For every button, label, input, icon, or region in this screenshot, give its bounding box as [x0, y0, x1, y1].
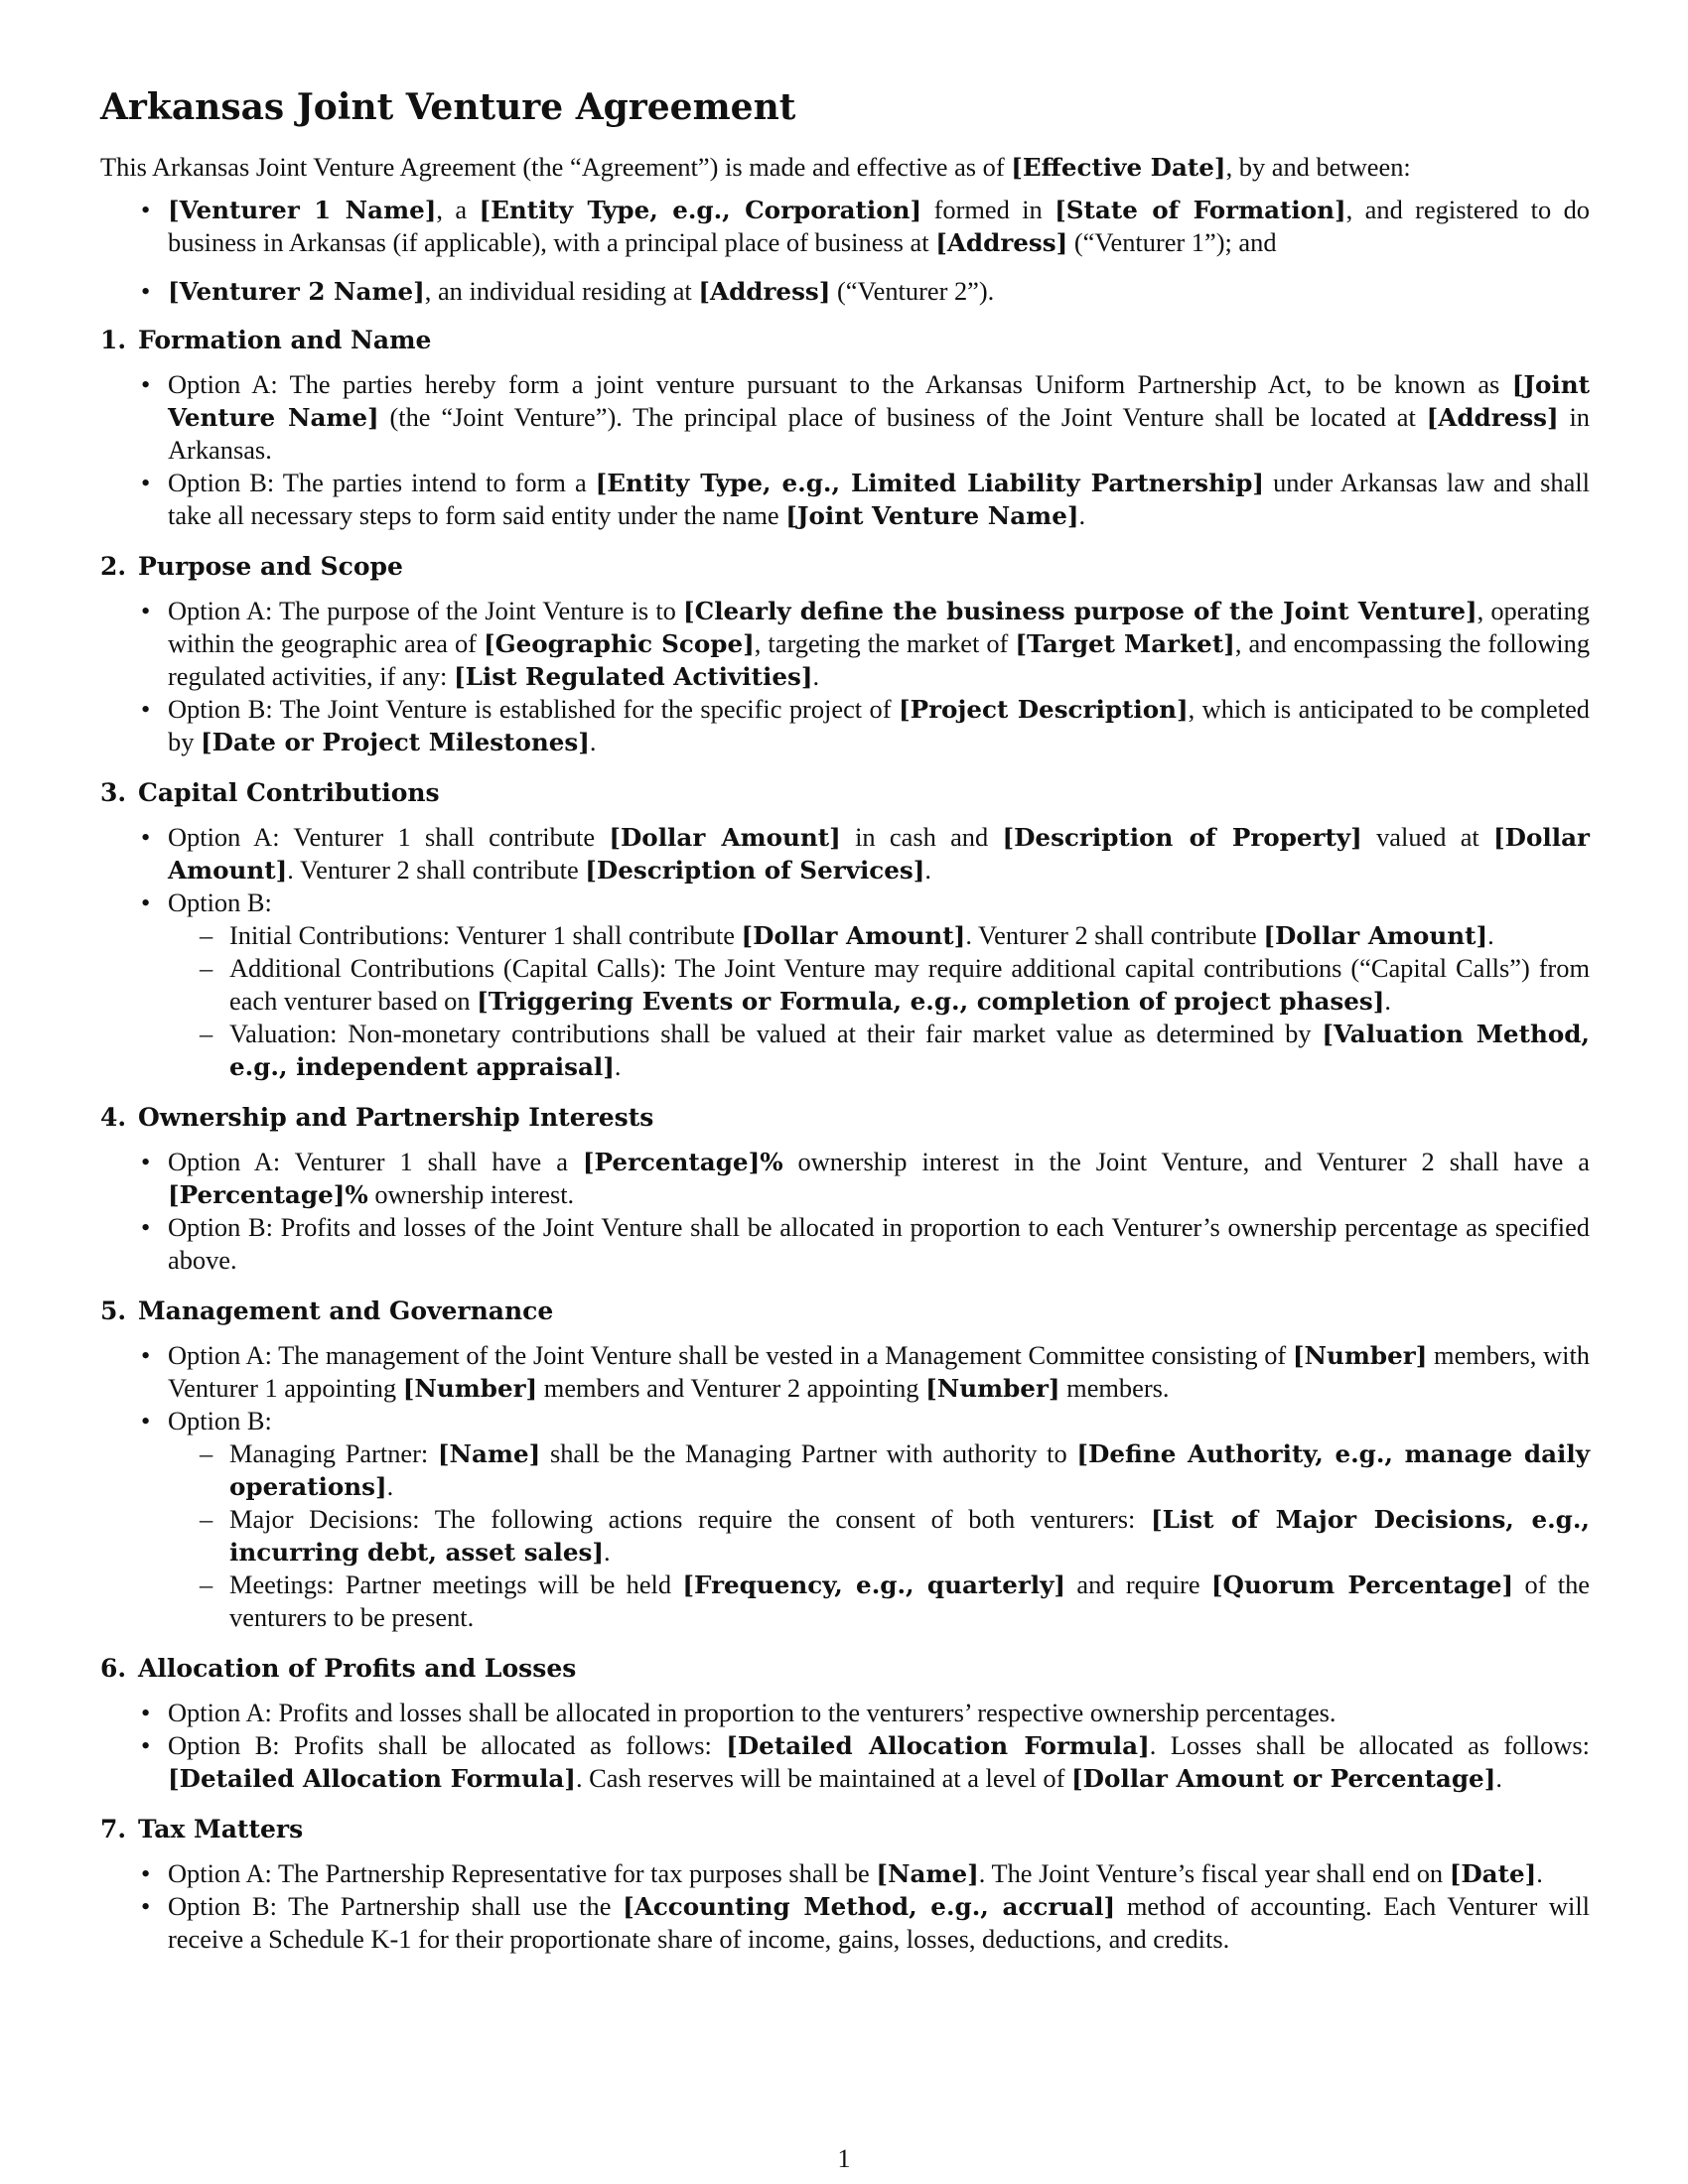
placeholder-field: [Target Market] — [1015, 629, 1235, 658]
placeholder-field: [Dollar Amount or Percentage] — [1071, 1764, 1496, 1793]
placeholder-field: [Address] — [1426, 403, 1559, 432]
placeholder-field: [Venturer 2 Name] — [168, 277, 425, 306]
option-item: • Option B: Profits shall be allocated as follows: [Detailed Allocation Formula]. Losses shall be allocated as follows: [Detailed Allocation Formula]. Cash reserves will be maintained at a level of [Dollar Amount or Percentage]. — [168, 1729, 1590, 1795]
placeholder-field: [Quorum Percentage] — [1210, 1570, 1514, 1599]
option-item: • Option A: Profits and losses shall be allocated in proportion to the venturers’ respective ownership percentages. — [168, 1697, 1590, 1729]
section-heading: 4. Ownership and Partnership Interests — [100, 1103, 654, 1132]
sub-options — [168, 919, 1590, 1083]
party-item-venturer-2: • [Venturer 2 Name], an individual residing at [Address] (“Venturer 2”). — [168, 275, 1590, 308]
section-options — [100, 595, 1590, 758]
placeholder-field: [Venturer 1 Name] — [168, 196, 437, 224]
placeholder-field: [Detailed Allocation Formula] — [726, 1731, 1150, 1760]
sub-option-item: – Meetings: Partner meetings will be held [Frequency, e.g., quarterly] and require [Quorum Percentage] of the venturers to be present. — [229, 1569, 1590, 1634]
placeholder-field: [Number] — [402, 1374, 538, 1403]
document-page — [100, 85, 1590, 1974]
placeholder-field: [Number] — [925, 1374, 1060, 1403]
placeholder-field: [Geographic Scope] — [483, 629, 755, 658]
intro-paragraph: This Arkansas Joint Venture Agreement (the “Agreement”) is made and effective as of [Effective Date], by and between: — [100, 152, 1411, 182]
placeholder-field: [Percentage]% — [582, 1148, 783, 1176]
option-item: • Option B: Profits and losses of the Joint Venture shall be allocated in proportion to each Venturer’s ownership percentage as specified above. — [168, 1211, 1590, 1277]
section-heading: 1. Formation and Name — [100, 326, 432, 354]
option-item: • Option A: Venturer 1 shall have a [Percentage]% ownership interest in the Joint Venture, and Venturer 2 shall have a [Percentage]% ownership interest. — [168, 1146, 1590, 1211]
placeholder-field: [Dollar Amount] — [609, 823, 841, 852]
placeholder-field: [Date or Project Milestones] — [201, 728, 590, 756]
sub-options — [168, 1437, 1590, 1634]
section-options — [100, 1146, 1590, 1277]
placeholder-field: [Define Authority, e.g., manage daily operations] — [229, 1439, 1591, 1501]
option-item: • Option B: The Partnership shall use the [Accounting Method, e.g., accrual] method of accounting. Each Venturer will receive a Schedule K-1 for their proportionate share of income, gains, losses, deductions, and credits. — [168, 1890, 1590, 1956]
sub-option-item: – Initial Contributions: Venturer 1 shall contribute [Dollar Amount]. Venturer 2 shall contribute [Dollar Amount]. — [229, 919, 1590, 952]
sub-option-item: – Valuation: Non-monetary contributions shall be valued at their fair market value as determined by [Valuation Method, e.g., independent appraisal]. — [229, 1018, 1590, 1083]
option-item: • Option A: Venturer 1 shall contribute [Dollar Amount] in cash and [Description of Property] valued at [Dollar Amount]. Venturer 2 shall contribute [Description of Services]. — [168, 821, 1590, 887]
placeholder-field: [Dollar Amount] — [1263, 921, 1488, 950]
section-heading: 2. Purpose and Scope — [100, 552, 403, 581]
placeholder-field: [Frequency, e.g., quarterly] — [682, 1570, 1066, 1599]
placeholder-field: [Joint Venture Name] — [785, 501, 1079, 530]
placeholder-field: [Clearly define the business purpose of the Joint Venture] — [682, 597, 1477, 625]
placeholder-field: [Number] — [1292, 1341, 1428, 1370]
section-heading: 3. Capital Contributions — [100, 778, 440, 807]
page-number: 1 — [837, 2144, 851, 2173]
placeholder-field: [Joint Venture Name] — [168, 370, 1590, 432]
option-item: • Option B: – Managing Partner: [Name] shall be the Managing Partner with authority to [Define Authority, e.g., manage daily operations]. – Major Decisions: The following actions require the consent of both venturers: [List of Major Decisions, e.g., incurring debt, asset sales]. – Meetings: Partner meetings will be held [Frequency, e.g., quarterly] and require [Quorum Percentage] of the venturers to be present. — [168, 1405, 1590, 1634]
option-item: • Option A: The purpose of the Joint Venture is to [Clearly define the business purpose of the Joint Venture], operating within the geographic area of [Geographic Scope], targeting the market of [Target Market], and encompassing the following regulated activities, if any: [List Regulated Activities]. — [168, 595, 1590, 693]
placeholder-field: [Valuation Method, e.g., independent appraisal] — [229, 1020, 1590, 1081]
section-options — [100, 368, 1590, 532]
placeholder-field: [Date] — [1449, 1859, 1537, 1888]
option-item: • Option A: The management of the Joint Venture shall be vested in a Management Committee consisting of [Number] members, with Venturer 1 appointing [Number] members and Venturer 2 appointing [Number] members. — [168, 1339, 1590, 1405]
sub-option-item: – Additional Contributions (Capital Calls): The Joint Venture may require additional capital contributions (“Capital Calls”) from each venturer based on [Triggering Events or Formula, e.g., completion of project phases]. — [229, 952, 1590, 1018]
placeholder-field: [Name] — [437, 1439, 541, 1468]
party-item-venturer-1: • [Venturer 1 Name], a [Entity Type, e.g., Corporation] formed in [State of Formation], and registered to do business in Arkansas (if applicable), with a principal place of business at [Address] (“Venturer 1”); and — [168, 194, 1590, 259]
placeholder-field: [Address] — [698, 277, 831, 306]
placeholder-field: [State of Formation] — [1055, 196, 1346, 224]
placeholder-field: [Triggering Events or Formula, e.g., completion of project phases] — [477, 987, 1385, 1016]
placeholder-field: [Dollar Amount] — [741, 921, 966, 950]
option-item: • Option B: The parties intend to form a [Entity Type, e.g., Limited Liability Partnership] under Arkansas law and shall take all necessary steps to form said entity under the name [Joint Venture Name]. — [168, 467, 1590, 532]
placeholder-field: [Entity Type, e.g., Corporation] — [479, 196, 922, 224]
placeholder-field: [Dollar Amount] — [168, 823, 1590, 885]
placeholder-field: [List Regulated Activities] — [454, 662, 813, 691]
section-heading: 6. Allocation of Profits and Losses — [100, 1654, 577, 1683]
placeholder-field: [Project Description] — [898, 695, 1189, 724]
option-item: • Option B: The Joint Venture is established for the specific project of [Project Description], which is anticipated to be completed by [Date or Project Milestones]. — [168, 693, 1590, 758]
section-options — [100, 1697, 1590, 1795]
option-item: • Option A: The Partnership Representative for tax purposes shall be [Name]. The Joint Venture’s fiscal year shall end on [Date]. — [168, 1857, 1590, 1890]
sub-option-item: – Major Decisions: The following actions require the consent of both venturers: [List of Major Decisions, e.g., incurring debt, asset sales]. — [229, 1503, 1590, 1569]
placeholder-field: [Entity Type, e.g., Limited Liability Partnership] — [595, 469, 1265, 497]
section-options — [100, 1339, 1590, 1634]
parties-list — [100, 194, 1590, 308]
section-heading: 5. Management and Governance — [100, 1297, 554, 1325]
placeholder-field: [Detailed Allocation Formula] — [168, 1764, 576, 1793]
placeholder-field: [Accounting Method, e.g., accrual] — [623, 1892, 1116, 1921]
placeholder-field: [Address] — [935, 228, 1068, 257]
section-heading: 7. Tax Matters — [100, 1815, 304, 1843]
placeholder-field: [Description of Services] — [585, 856, 925, 885]
option-item: • Option A: The parties hereby form a joint venture pursuant to the Arkansas Uniform Partnership Act, to be known as [Joint Venture Name] (the “Joint Venture”). The principal place of business of the Joint Venture shall be located at [Address] in Arkansas. — [168, 368, 1590, 467]
option-item: • Option B: – Initial Contributions: Venturer 1 shall contribute [Dollar Amount]. Venturer 2 shall contribute [Dollar Amount]. – Additional Contributions (Capital Calls): The Joint Venture may require additional capital contributions (“Capital Calls”) from each venturer based on [Triggering Events or Formula, e.g., completion of project phases]. – Valuation: Non-monetary contributions shall be valued at their fair market value as determined by [Valuation Method, e.g., independent appraisal]. — [168, 887, 1590, 1083]
placeholder-field: [Name] — [876, 1859, 979, 1888]
section-options — [100, 1857, 1590, 1956]
document-title: Arkansas Joint Venture Agreement — [100, 86, 796, 128]
placeholder-field: [Percentage]% — [168, 1180, 368, 1209]
section-options — [100, 821, 1590, 1083]
placeholder-field: [List of Major Decisions, e.g., incurring debt, asset sales] — [229, 1505, 1590, 1567]
placeholder-field: [Effective Date] — [1011, 153, 1226, 182]
sub-option-item: – Managing Partner: [Name] shall be the Managing Partner with authority to [Define Authority, e.g., manage daily operations]. — [229, 1437, 1590, 1503]
placeholder-field: [Description of Property] — [1002, 823, 1362, 852]
